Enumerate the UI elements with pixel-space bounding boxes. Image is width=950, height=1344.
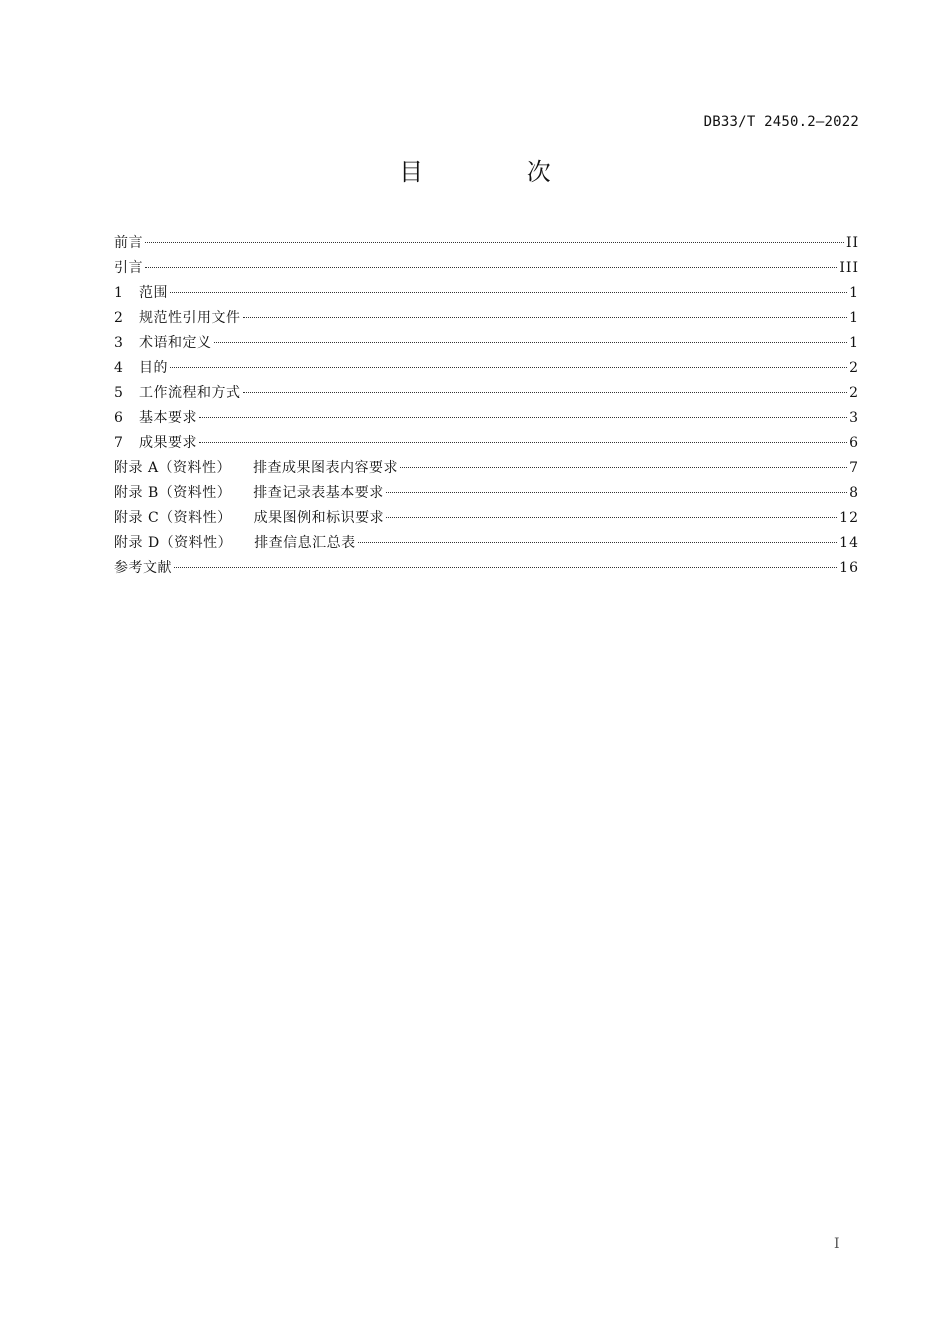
toc-entry-appendix-c[interactable] bbox=[114, 508, 859, 533]
toc-entry-page: 7 bbox=[849, 460, 859, 476]
toc-entry-page: 14 bbox=[839, 535, 859, 551]
toc-entry-label: 术语和定义 bbox=[139, 335, 212, 351]
toc-entry-basic-requirements[interactable] bbox=[114, 408, 859, 433]
toc-entry-scope[interactable] bbox=[114, 283, 859, 308]
table-of-contents bbox=[114, 233, 859, 583]
toc-entry-number: 6 bbox=[114, 410, 123, 426]
toc-entry-page: II bbox=[845, 235, 859, 251]
toc-entry-subtitle: 排查信息汇总表 bbox=[254, 535, 356, 551]
toc-leader-dots bbox=[386, 517, 837, 518]
toc-title: 目 次 bbox=[399, 158, 599, 186]
toc-leader-dots bbox=[243, 317, 848, 318]
toc-leader-dots bbox=[243, 392, 848, 393]
toc-entry-page: 3 bbox=[849, 410, 859, 426]
document-code: DB33/T 2450.2—2022 bbox=[703, 114, 859, 130]
toc-entry-number: 2 bbox=[114, 310, 123, 326]
toc-entry-appendix-a[interactable] bbox=[114, 458, 859, 483]
toc-entry-label: 参考文献 bbox=[114, 560, 172, 576]
toc-entry-preface[interactable] bbox=[114, 233, 859, 258]
toc-entry-number: 5 bbox=[114, 385, 123, 401]
toc-entry-number: 3 bbox=[114, 335, 123, 351]
toc-entry-label: 工作流程和方式 bbox=[139, 385, 241, 401]
toc-entry-number: 1 bbox=[114, 285, 123, 301]
toc-leader-dots bbox=[170, 292, 847, 293]
toc-entry-subtitle: 排查成果图表内容要求 bbox=[253, 460, 399, 476]
toc-entry-label: 基本要求 bbox=[139, 410, 197, 426]
toc-entry-page: 1 bbox=[849, 335, 859, 351]
toc-entry-label: 前言 bbox=[114, 235, 143, 251]
toc-entry-normative-references[interactable] bbox=[114, 308, 859, 333]
toc-leader-dots bbox=[145, 242, 844, 243]
toc-entry-page: 1 bbox=[849, 310, 859, 326]
toc-entry-label: 附录 A（资料性） bbox=[114, 460, 232, 476]
toc-entry-result-requirements[interactable] bbox=[114, 433, 859, 458]
toc-leader-dots bbox=[174, 567, 837, 568]
toc-entry-page: 2 bbox=[849, 385, 859, 401]
toc-leader-dots bbox=[358, 542, 837, 543]
toc-entry-page: 12 bbox=[839, 510, 859, 526]
toc-entry-label: 附录 D（资料性） bbox=[114, 535, 233, 551]
toc-entry-label: 范围 bbox=[139, 285, 168, 301]
toc-entry-number: 7 bbox=[114, 435, 123, 451]
toc-entry-appendix-b[interactable] bbox=[114, 483, 859, 508]
toc-entry-subtitle: 成果图例和标识要求 bbox=[253, 510, 385, 526]
toc-leader-dots bbox=[199, 442, 847, 443]
toc-leader-dots bbox=[170, 367, 847, 368]
toc-entry-workflow[interactable] bbox=[114, 383, 859, 408]
toc-entry-terms-definitions[interactable] bbox=[114, 333, 859, 358]
toc-entry-page: III bbox=[839, 260, 859, 276]
toc-entry-introduction[interactable] bbox=[114, 258, 859, 283]
toc-leader-dots bbox=[199, 417, 847, 418]
toc-leader-dots bbox=[145, 267, 837, 268]
toc-entry-page: 8 bbox=[849, 485, 859, 501]
toc-entry-label: 附录 B（资料性） bbox=[114, 485, 232, 501]
toc-entry-page: 1 bbox=[849, 285, 859, 301]
toc-entry-page: 2 bbox=[849, 360, 859, 376]
toc-entry-label: 附录 C（资料性） bbox=[114, 510, 232, 526]
toc-entry-label: 规范性引用文件 bbox=[139, 310, 241, 326]
toc-entry-label: 目的 bbox=[139, 360, 168, 376]
toc-entry-page: 6 bbox=[849, 435, 859, 451]
toc-entry-subtitle: 排查记录表基本要求 bbox=[253, 485, 384, 501]
toc-entry-bibliography[interactable] bbox=[114, 558, 859, 583]
toc-entry-page: 16 bbox=[839, 560, 859, 576]
toc-entry-purpose[interactable] bbox=[114, 358, 859, 383]
toc-leader-dots bbox=[400, 467, 847, 468]
toc-leader-dots bbox=[214, 342, 848, 343]
toc-entry-appendix-d[interactable] bbox=[114, 533, 859, 558]
toc-entry-number: 4 bbox=[114, 360, 123, 376]
toc-leader-dots bbox=[386, 492, 847, 493]
toc-entry-label: 成果要求 bbox=[139, 435, 197, 451]
toc-entry-label: 引言 bbox=[114, 260, 143, 276]
page-number: I bbox=[834, 1236, 840, 1252]
